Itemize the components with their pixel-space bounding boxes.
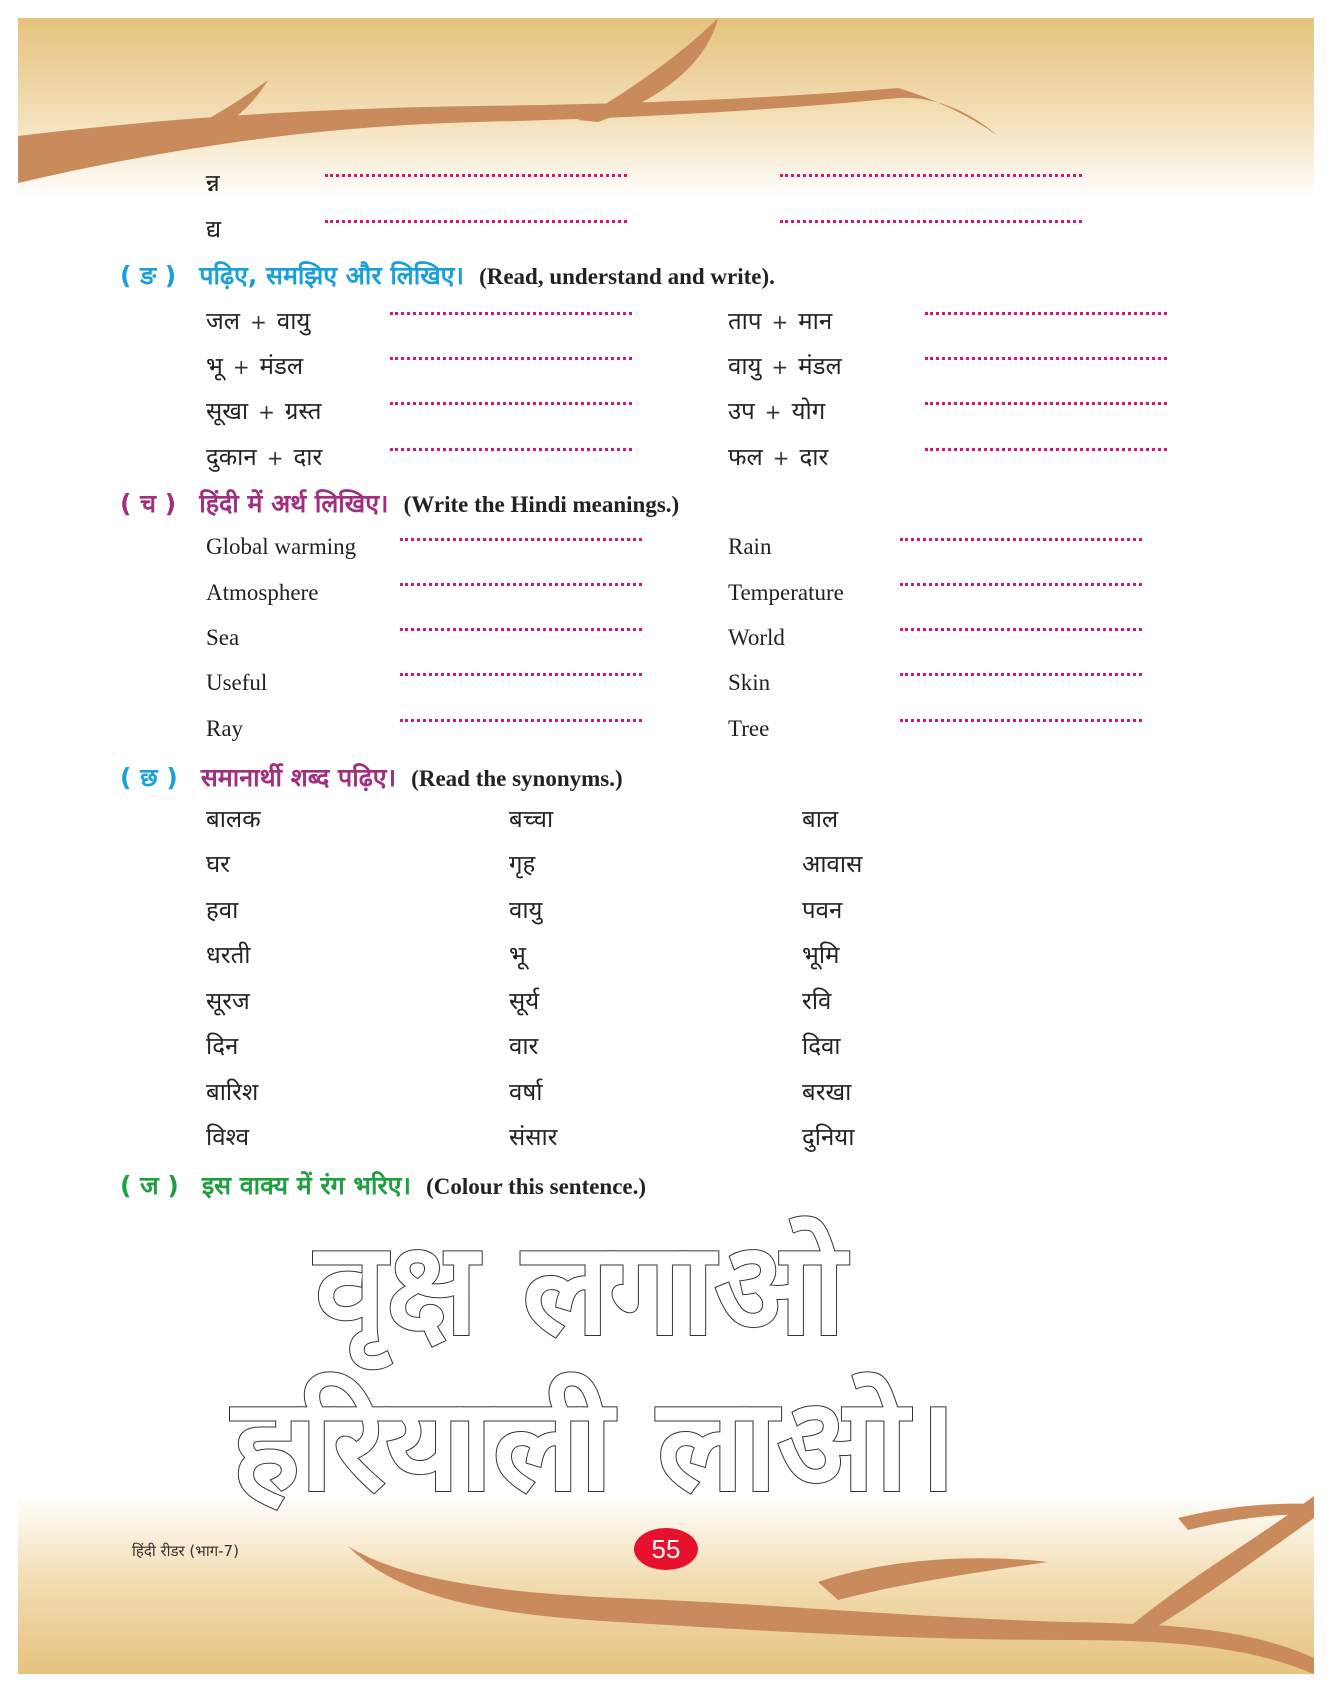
compound-row xyxy=(206,394,321,427)
answer-dotted-line[interactable] xyxy=(925,357,1167,360)
english-word: World xyxy=(728,625,785,650)
answer-dotted-line[interactable] xyxy=(900,673,1142,676)
english-word: Useful xyxy=(206,670,268,695)
word-b: ग्रस्त xyxy=(284,397,322,425)
word-b: वायु xyxy=(276,307,311,335)
answer-dotted-line[interactable] xyxy=(390,448,632,451)
synonym-word: दिवा xyxy=(802,1032,841,1060)
answer-dotted-line[interactable] xyxy=(390,312,632,315)
synonym-word: संसार xyxy=(509,1123,558,1151)
synonym-word: सूरज xyxy=(206,987,250,1015)
synonym-word: बालक xyxy=(206,805,261,833)
answer-dotted-line[interactable] xyxy=(900,719,1142,722)
answer-dotted-line[interactable] xyxy=(325,220,627,223)
top-row-word: न्न xyxy=(206,169,220,197)
compound-row xyxy=(206,440,322,473)
answer-dotted-line[interactable] xyxy=(925,448,1167,451)
synonym-word: घर xyxy=(206,850,230,878)
synonym-word: गृह xyxy=(509,850,536,878)
synonym-word: हवा xyxy=(206,896,239,924)
synonym-word: पवन xyxy=(802,896,843,924)
word-a: उप xyxy=(728,397,755,425)
section-ch-heading xyxy=(120,486,679,520)
answer-dotted-line[interactable] xyxy=(400,538,642,541)
word-a: सूखा xyxy=(206,397,249,425)
section-english-title: (Write the Hindi meanings.) xyxy=(403,492,680,517)
word-a: जल xyxy=(206,307,241,335)
answer-dotted-line[interactable] xyxy=(900,583,1142,586)
compound-row xyxy=(728,304,832,337)
word-a: भू xyxy=(206,352,223,380)
section-english-title: (Read the synonyms.) xyxy=(411,766,623,791)
english-word: Ray xyxy=(206,716,244,741)
section-marker: ( ज ) xyxy=(120,1171,179,1200)
colouring-sentence-line-2[interactable]: हरियाली लाओ। xyxy=(232,1371,957,1520)
word-a: ताप xyxy=(728,307,762,335)
section-title: समानार्थी शब्द पढ़िए। xyxy=(200,763,397,792)
answer-dotted-line[interactable] xyxy=(390,357,632,360)
synonym-word: रवि xyxy=(802,987,832,1015)
plus-sign: + xyxy=(764,400,782,424)
section-e-heading xyxy=(120,258,775,292)
word-b: दार xyxy=(293,443,323,471)
compound-row xyxy=(728,440,828,473)
section-marker: ( ङ ) xyxy=(120,261,177,290)
answer-dotted-line[interactable] xyxy=(400,628,642,631)
answer-dotted-line[interactable] xyxy=(400,583,642,586)
word-b: योग xyxy=(791,397,826,425)
synonym-word: भू xyxy=(509,941,526,969)
word-a: फल xyxy=(728,443,763,471)
synonym-word: वार xyxy=(509,1032,539,1060)
english-word: Atmosphere xyxy=(206,580,319,605)
top-row-word: द्य xyxy=(206,215,222,243)
synonym-word: दुनिया xyxy=(802,1123,855,1151)
page-number: 55 xyxy=(634,1528,698,1570)
synonym-word: वायु xyxy=(509,896,543,924)
synonym-word: बारिश xyxy=(206,1078,259,1106)
section-marker: ( छ ) xyxy=(120,763,178,792)
section-title: इस वाक्य में रंग भरिए। xyxy=(201,1171,411,1200)
synonym-word: बाल xyxy=(802,805,839,833)
word-b: दार xyxy=(799,443,829,471)
plus-sign: + xyxy=(772,446,790,470)
plus-sign: + xyxy=(258,400,275,424)
colouring-sentence-line-1[interactable]: वृक्ष लगाओ xyxy=(315,1215,846,1364)
english-word: Skin xyxy=(728,670,771,695)
answer-dotted-line[interactable] xyxy=(325,174,627,177)
plus-sign: + xyxy=(232,355,250,379)
english-word: Temperature xyxy=(728,580,844,605)
word-b: मंडल xyxy=(259,352,304,380)
synonym-word: बरखा xyxy=(802,1078,852,1106)
section-marker: ( च ) xyxy=(120,489,177,518)
compound-row xyxy=(206,349,303,382)
plus-sign: + xyxy=(771,310,789,334)
section-title: पढ़िए, समझिए और लिखिए। xyxy=(199,261,464,290)
compound-row xyxy=(728,394,825,427)
section-english-title: (Read, understand and write). xyxy=(479,264,775,289)
synonym-word: वर्षा xyxy=(509,1078,543,1106)
answer-dotted-line[interactable] xyxy=(900,538,1142,541)
synonym-word: दिन xyxy=(206,1032,239,1060)
word-a: दुकान xyxy=(206,443,257,471)
english-word: Global warming xyxy=(206,534,357,559)
synonym-word: धरती xyxy=(206,941,251,969)
answer-dotted-line[interactable] xyxy=(400,719,642,722)
answer-dotted-line[interactable] xyxy=(900,628,1142,631)
compound-row xyxy=(206,304,310,337)
answer-dotted-line[interactable] xyxy=(400,673,642,676)
plus-sign: + xyxy=(771,355,789,379)
word-a: वायु xyxy=(728,352,762,380)
synonym-word: विश्व xyxy=(206,1123,250,1151)
english-word: Tree xyxy=(728,716,770,741)
answer-dotted-line[interactable] xyxy=(780,220,1082,223)
answer-dotted-line[interactable] xyxy=(925,312,1167,315)
section-chh-heading xyxy=(120,760,623,794)
answer-dotted-line[interactable] xyxy=(780,174,1082,177)
word-b: मंडल xyxy=(798,352,842,380)
word-b: मान xyxy=(798,307,833,335)
plus-sign: + xyxy=(266,446,284,470)
answer-dotted-line[interactable] xyxy=(390,402,632,405)
synonym-word: आवास xyxy=(802,850,863,878)
synonym-word: बच्चा xyxy=(509,805,554,833)
answer-dotted-line[interactable] xyxy=(925,402,1167,405)
plus-sign: + xyxy=(250,310,267,334)
book-title: हिंदी रीडर (भाग-7) xyxy=(132,1542,239,1560)
synonym-word: भूमि xyxy=(802,941,840,969)
english-word: Sea xyxy=(206,625,240,650)
english-word: Rain xyxy=(728,534,772,559)
synonym-word: सूर्य xyxy=(509,987,540,1015)
compound-row xyxy=(728,349,842,382)
section-title: हिंदी में अर्थ लिखिए। xyxy=(199,489,389,518)
section-english-title: (Colour this sentence.) xyxy=(426,1174,647,1199)
